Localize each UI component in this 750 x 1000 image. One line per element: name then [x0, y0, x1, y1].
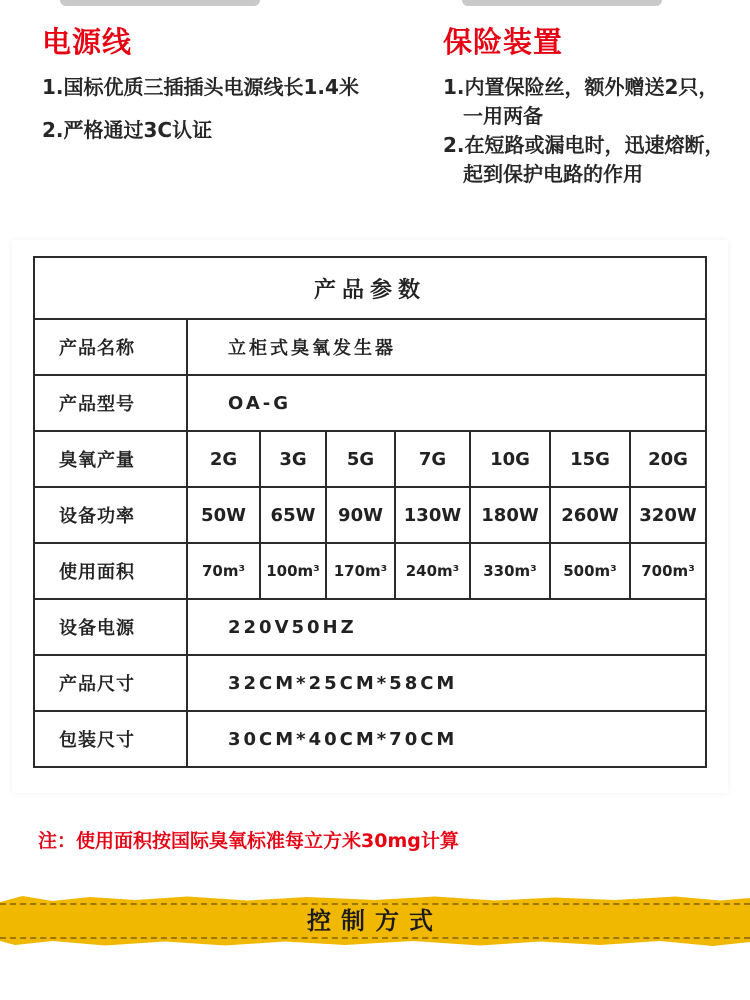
fuse-title: 保险装置 — [443, 25, 564, 59]
ozone-output-cell: 20G — [630, 431, 706, 487]
ozone-output-cell: 7G — [395, 431, 470, 487]
area-cell: 100m³ — [260, 543, 326, 599]
table-row — [34, 375, 706, 431]
power-cord-line-2: 2.严格通过3C认证 — [42, 118, 213, 142]
row-label: 产品尺寸 — [34, 655, 187, 711]
product-name-value: 立柜式臭氧发生器 — [187, 319, 706, 375]
ozone-output-cell: 10G — [470, 431, 550, 487]
fuse-line-2: 一用两备 — [463, 104, 543, 128]
product-size-value: 32CM*25CM*58CM — [187, 655, 706, 711]
spec-table-panel — [12, 240, 728, 793]
product-photo-bottom-edge — [462, 0, 662, 6]
ozone-output-cell: 2G — [187, 431, 260, 487]
ozone-output-cell: 5G — [326, 431, 395, 487]
section-title: 控制方式 — [307, 907, 443, 935]
spec-title-row — [34, 257, 706, 319]
table-row — [34, 599, 706, 655]
model-value: OA-G — [187, 375, 706, 431]
row-label: 产品型号 — [34, 375, 187, 431]
usage-area-note: 注：使用面积按国际臭氧标准每立方米30mg计算 — [38, 830, 459, 852]
area-cell: 500m³ — [550, 543, 630, 599]
spec-table — [33, 256, 707, 768]
row-label: 包装尺寸 — [34, 711, 187, 767]
power-cell: 130W — [395, 487, 470, 543]
product-photo-bottom-edge — [60, 0, 260, 6]
area-cell: 700m³ — [630, 543, 706, 599]
table-row — [34, 431, 706, 487]
power-cord-line-1: 1.国标优质三插插头电源线长1.4米 — [42, 75, 359, 99]
row-label: 使用面积 — [34, 543, 187, 599]
table-row — [34, 711, 706, 767]
power-supply-value: 220V50HZ — [187, 599, 706, 655]
power-cell: 65W — [260, 487, 326, 543]
power-cell: 320W — [630, 487, 706, 543]
ozone-output-cell: 3G — [260, 431, 326, 487]
area-cell: 240m³ — [395, 543, 470, 599]
fuse-line-1: 1.内置保险丝，额外赠送2只， — [443, 75, 719, 99]
table-row — [34, 319, 706, 375]
power-cord-feature — [42, 20, 402, 145]
ozone-output-cell: 15G — [550, 431, 630, 487]
row-label: 臭氧产量 — [34, 431, 187, 487]
area-cell: 70m³ — [187, 543, 260, 599]
spec-table-title: 产品参数 — [34, 257, 706, 319]
power-cell: 180W — [470, 487, 550, 543]
area-cell: 170m³ — [326, 543, 395, 599]
table-row — [34, 655, 706, 711]
fuse-line-3: 2.在短路或漏电时，迅速熔断， — [443, 133, 725, 157]
power-cord-title: 电源线 — [42, 25, 133, 59]
power-cell: 260W — [550, 487, 630, 543]
row-label: 产品名称 — [34, 319, 187, 375]
row-label: 设备电源 — [34, 599, 187, 655]
row-label: 设备功率 — [34, 487, 187, 543]
power-cell: 50W — [187, 487, 260, 543]
area-cell: 330m³ — [470, 543, 550, 599]
power-cell: 90W — [326, 487, 395, 543]
table-row — [34, 543, 706, 599]
table-row — [34, 487, 706, 543]
fuse-feature — [443, 20, 748, 189]
package-size-value: 30CM*40CM*70CM — [187, 711, 706, 767]
fuse-line-4: 起到保护电路的作用 — [463, 162, 643, 186]
